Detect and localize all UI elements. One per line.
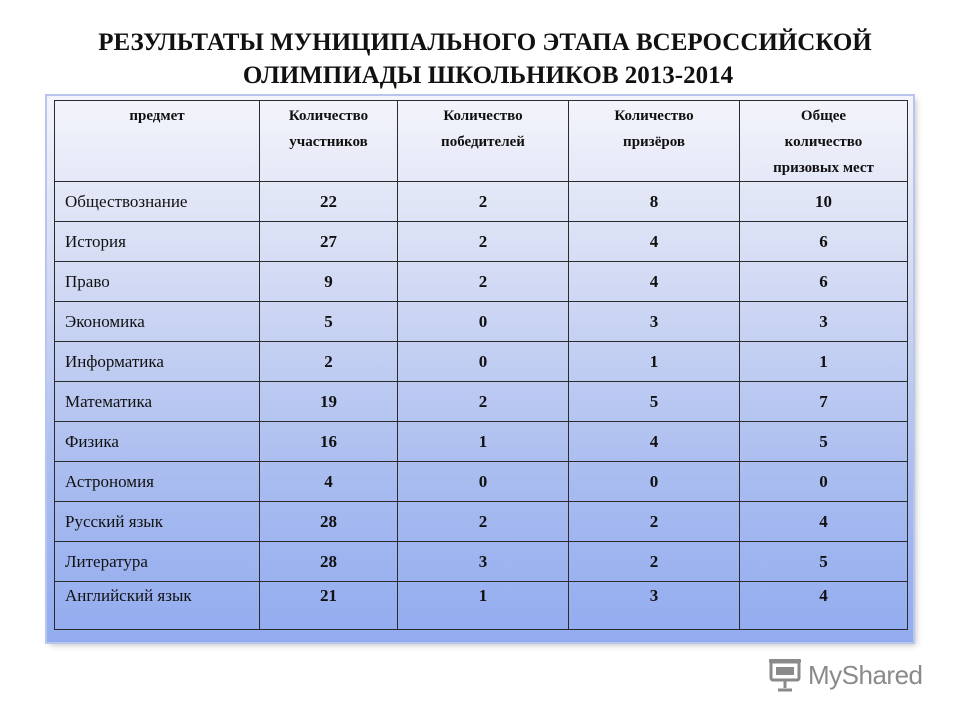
participants-cell: 16 xyxy=(260,422,398,462)
myshared-logo[interactable] xyxy=(768,656,928,696)
subject-cell: Физика xyxy=(55,422,260,462)
prizewinners-cell: 8 xyxy=(569,182,740,222)
subject-cell: Математика xyxy=(55,382,260,422)
winners-cell: 2 xyxy=(398,262,569,302)
table-row xyxy=(55,302,908,342)
winners-cell: 2 xyxy=(398,182,569,222)
header-line: предмет xyxy=(129,108,185,124)
header-line: Общее xyxy=(800,108,847,124)
total-prizes-cell: 10 xyxy=(740,182,908,222)
winners-cell: 2 xyxy=(398,382,569,422)
projector-screen-icon xyxy=(768,658,802,692)
prizewinners-cell: 2 xyxy=(569,502,740,542)
table-row xyxy=(55,502,908,542)
prizewinners-cell: 3 xyxy=(569,302,740,342)
participants-cell: 28 xyxy=(260,502,398,542)
winners-cell: 3 xyxy=(398,542,569,582)
prizewinners-cell: 1 xyxy=(569,342,740,382)
prizewinners-cell: 3 xyxy=(569,582,740,630)
participants-cell: 27 xyxy=(260,222,398,262)
winners-cell: 0 xyxy=(398,462,569,502)
winners-cell: 0 xyxy=(398,302,569,342)
winners-cell: 1 xyxy=(398,422,569,462)
total-prizes-cell: 6 xyxy=(740,222,908,262)
table-row xyxy=(55,542,908,582)
total-prizes-cell: 0 xyxy=(740,462,908,502)
participants-cell: 2 xyxy=(260,342,398,382)
prizewinners-cell: 4 xyxy=(569,222,740,262)
subject-cell: Экономика xyxy=(55,302,260,342)
winners-cell: 0 xyxy=(398,342,569,382)
winners-cell: 2 xyxy=(398,222,569,262)
participants-cell: 5 xyxy=(260,302,398,342)
participants-cell: 28 xyxy=(260,542,398,582)
prizewinners-cell: 0 xyxy=(569,462,740,502)
table-row xyxy=(55,342,908,382)
subject-cell: Астрономия xyxy=(55,462,260,502)
total-prizes-cell: 4 xyxy=(740,582,908,630)
title-line-1: РЕЗУЛЬТАТЫ МУНИЦИПАЛЬНОГО ЭТАПА ВСЕРОССИЙСКОЙ xyxy=(98,29,872,56)
participants-cell: 19 xyxy=(260,382,398,422)
header-line: Количество xyxy=(443,108,523,124)
prizewinners-cell: 4 xyxy=(569,262,740,302)
subject-cell: Право xyxy=(55,262,260,302)
header-prizewinners xyxy=(569,101,740,182)
table-row xyxy=(55,422,908,462)
page-title xyxy=(0,26,960,92)
title-line-2: ОЛИМПИАДЫ ШКОЛЬНИКОВ 2013-2014 xyxy=(242,62,734,89)
header-subject xyxy=(55,101,260,182)
table-row xyxy=(55,262,908,302)
table-header-row xyxy=(55,101,908,182)
total-prizes-cell: 5 xyxy=(740,422,908,462)
winners-cell: 1 xyxy=(398,582,569,630)
header-line: Количество xyxy=(614,108,694,124)
participants-cell: 22 xyxy=(260,182,398,222)
logo-text: MyShared xyxy=(808,660,923,690)
participants-cell: 21 xyxy=(260,582,398,630)
total-prizes-cell: 3 xyxy=(740,302,908,342)
header-participants xyxy=(260,101,398,182)
subject-cell: История xyxy=(55,222,260,262)
table-row xyxy=(55,582,908,630)
table-row xyxy=(55,182,908,222)
winners-cell: 2 xyxy=(398,502,569,542)
header-line: участников xyxy=(289,134,368,150)
subject-cell: Обществознание xyxy=(55,182,260,222)
header-line: победителей xyxy=(441,134,525,150)
table-row xyxy=(55,462,908,502)
total-prizes-cell: 4 xyxy=(740,502,908,542)
table-row xyxy=(55,382,908,422)
header-line: призёров xyxy=(623,134,685,150)
header-line: призовых мест xyxy=(773,160,874,176)
header-line: Количество xyxy=(288,108,369,124)
header-line: количество xyxy=(784,134,863,150)
results-table-panel xyxy=(47,96,913,642)
prizewinners-cell: 2 xyxy=(569,542,740,582)
header-total-prizes xyxy=(740,101,908,182)
header-winners xyxy=(398,101,569,182)
total-prizes-cell: 5 xyxy=(740,542,908,582)
total-prizes-cell: 7 xyxy=(740,382,908,422)
subject-cell: Литература xyxy=(55,542,260,582)
participants-cell: 4 xyxy=(260,462,398,502)
results-table xyxy=(54,100,908,630)
total-prizes-cell: 6 xyxy=(740,262,908,302)
prizewinners-cell: 5 xyxy=(569,382,740,422)
subject-cell: Русский язык xyxy=(55,502,260,542)
total-prizes-cell: 1 xyxy=(740,342,908,382)
table-row xyxy=(55,222,908,262)
participants-cell: 9 xyxy=(260,262,398,302)
prizewinners-cell: 4 xyxy=(569,422,740,462)
subject-cell: Английский язык xyxy=(55,582,260,630)
subject-cell: Информатика xyxy=(55,342,260,382)
